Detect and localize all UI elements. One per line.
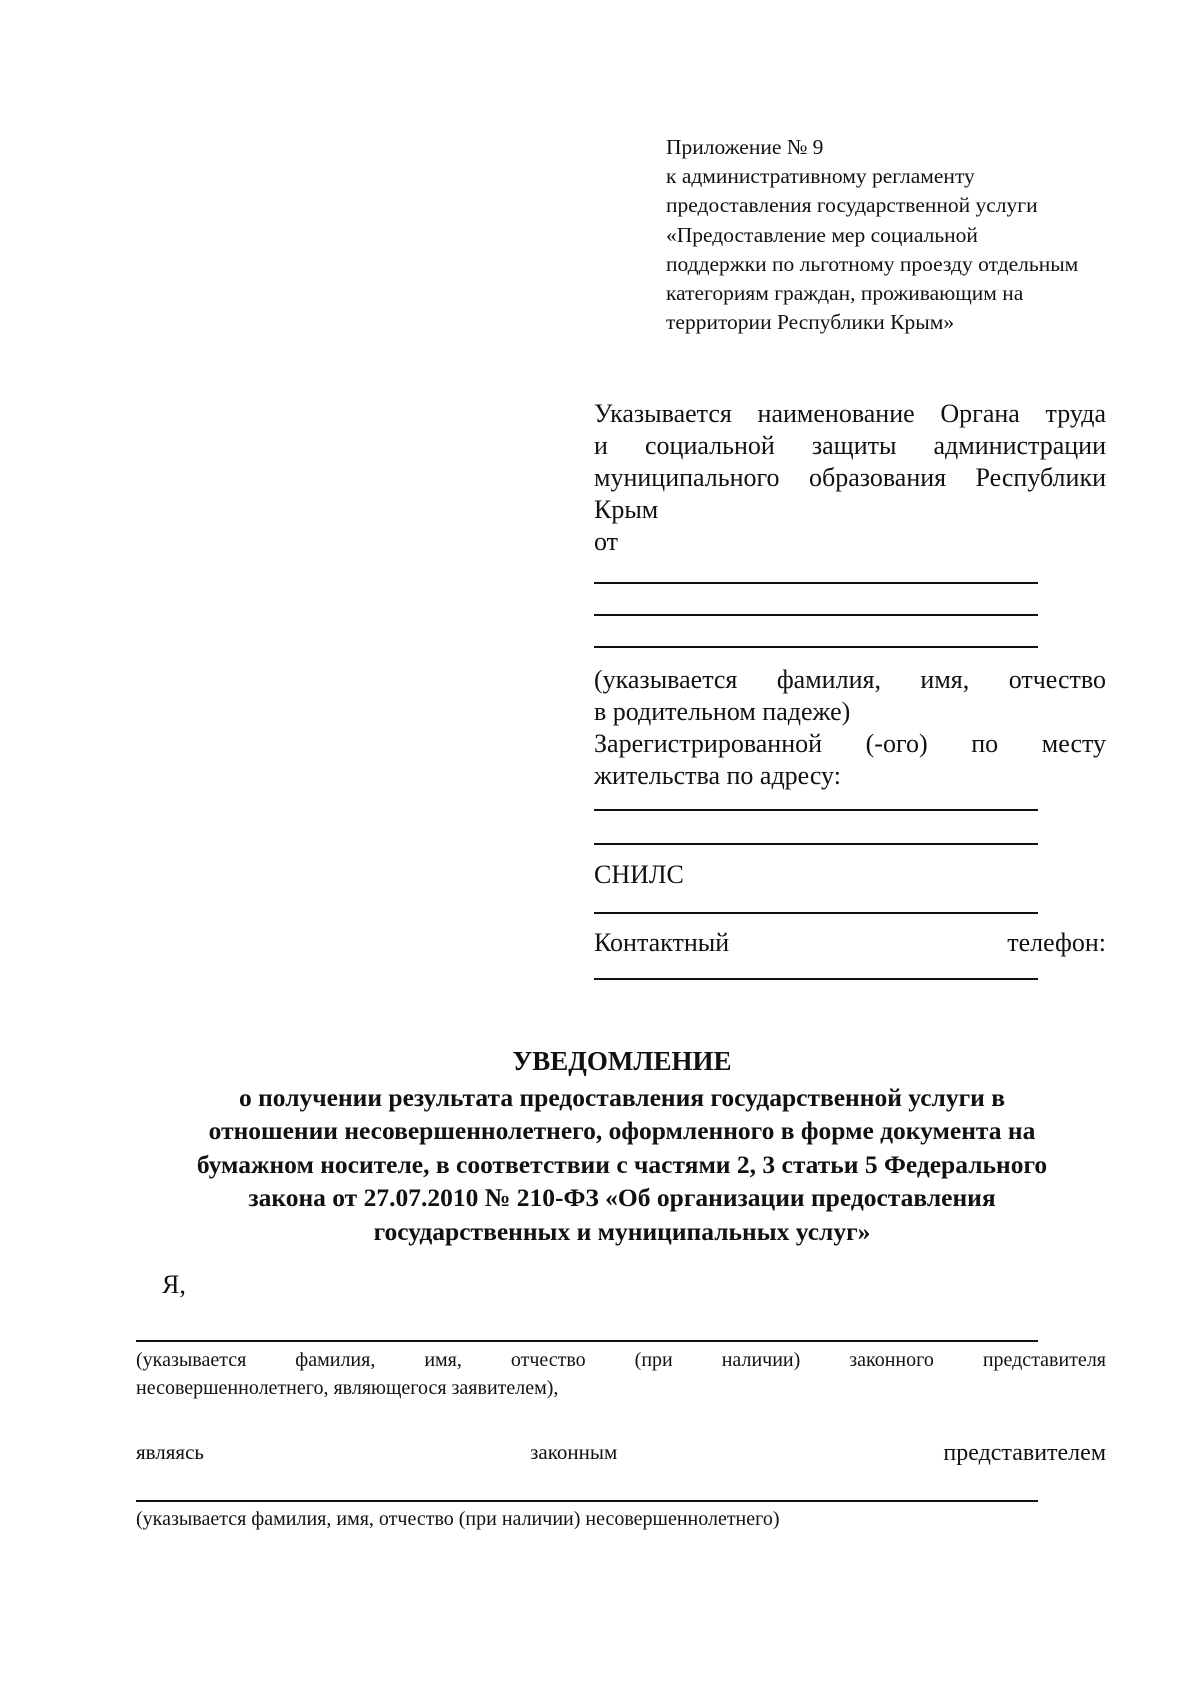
appendix-line: к административному регламенту [666, 164, 975, 189]
appendix-line: «Предоставление мер социальной [666, 222, 978, 247]
ya-label: Я, [162, 1270, 186, 1299]
snils-label: СНИЛС [594, 860, 684, 889]
minor-field-line[interactable] [136, 1500, 1038, 1502]
being-word: являясь [136, 1440, 204, 1464]
fio-field-line-3[interactable] [594, 646, 1038, 648]
fio-field-line-1[interactable] [594, 582, 1038, 584]
fio-hint-line: (указывается фамилия, имя, отчество [594, 665, 1106, 694]
from-label: от [594, 527, 619, 556]
fio-field-line-2[interactable] [594, 614, 1038, 616]
representative-hint [136, 1346, 1106, 1402]
notice-heading: УВЕДОМЛЕНИЕ [512, 1046, 732, 1076]
representative-word: представителем [943, 1440, 1106, 1466]
addressee-organ [594, 398, 1106, 558]
representative-hint-line: (указывается фамилия, имя, отчество (при наличии) законного представителя [136, 1349, 1106, 1371]
organ-line: муниципального образования Республики [594, 463, 1106, 492]
being-representative-row [136, 1440, 1106, 1467]
registered-line: жительства по адресу: [594, 761, 841, 790]
address-field-line-2[interactable] [594, 843, 1038, 845]
appendix-header [666, 133, 1136, 337]
minor-hint: (указывается фамилия, имя, отчество (при наличии) несовершеннолетнего) [136, 1508, 780, 1530]
contact-label: Контактный [594, 928, 730, 957]
address-field-line-1[interactable] [594, 809, 1038, 811]
organ-line: Крым [594, 495, 659, 524]
snils-field-line[interactable] [594, 912, 1038, 914]
fio-hint-line: в родительном падеже) [594, 697, 851, 726]
fio-hint [594, 664, 1106, 792]
notice-title [130, 1045, 1114, 1248]
phone-field-line[interactable] [594, 978, 1038, 980]
appendix-line: территории Республики Крым» [666, 310, 955, 335]
contact-phone-row [594, 928, 1106, 958]
organ-line: и социальной защиты администрации [594, 431, 1106, 460]
organ-line: Указывается наименование Органа труда [594, 399, 1106, 428]
legal-word: законным [530, 1440, 618, 1464]
notice-subtitle-line: закона от 27.07.2010 № 210-ФЗ «Об организации предоставления [248, 1183, 996, 1212]
notice-subtitle-line: о получении результата предоставления государственной услуги в [238, 1082, 1006, 1112]
appendix-line: категориям граждан, проживающим на [666, 281, 1024, 306]
notice-subtitle-line: государственных и муниципальных услуг» [373, 1216, 871, 1246]
appendix-line: Приложение № 9 [666, 135, 824, 159]
appendix-line: предоставления государственной услуги [666, 193, 1038, 218]
registered-line: Зарегистрированной (-ого) по месту [594, 729, 1106, 758]
notice-subtitle-line: бумажном носителе, в соответствии с частями 2, 3 статьи 5 Федерального [196, 1149, 1048, 1179]
phone-label: телефон: [1007, 928, 1106, 957]
representative-field-line[interactable] [136, 1340, 1038, 1342]
appendix-line: поддержки по льготному проезду отдельным [666, 251, 1079, 276]
representative-hint-line: несовершеннолетнего, являющегося заявителем), [136, 1377, 559, 1399]
notice-subtitle-line: отношении несовершеннолетнего, оформленного в форме документа на [208, 1116, 1036, 1145]
